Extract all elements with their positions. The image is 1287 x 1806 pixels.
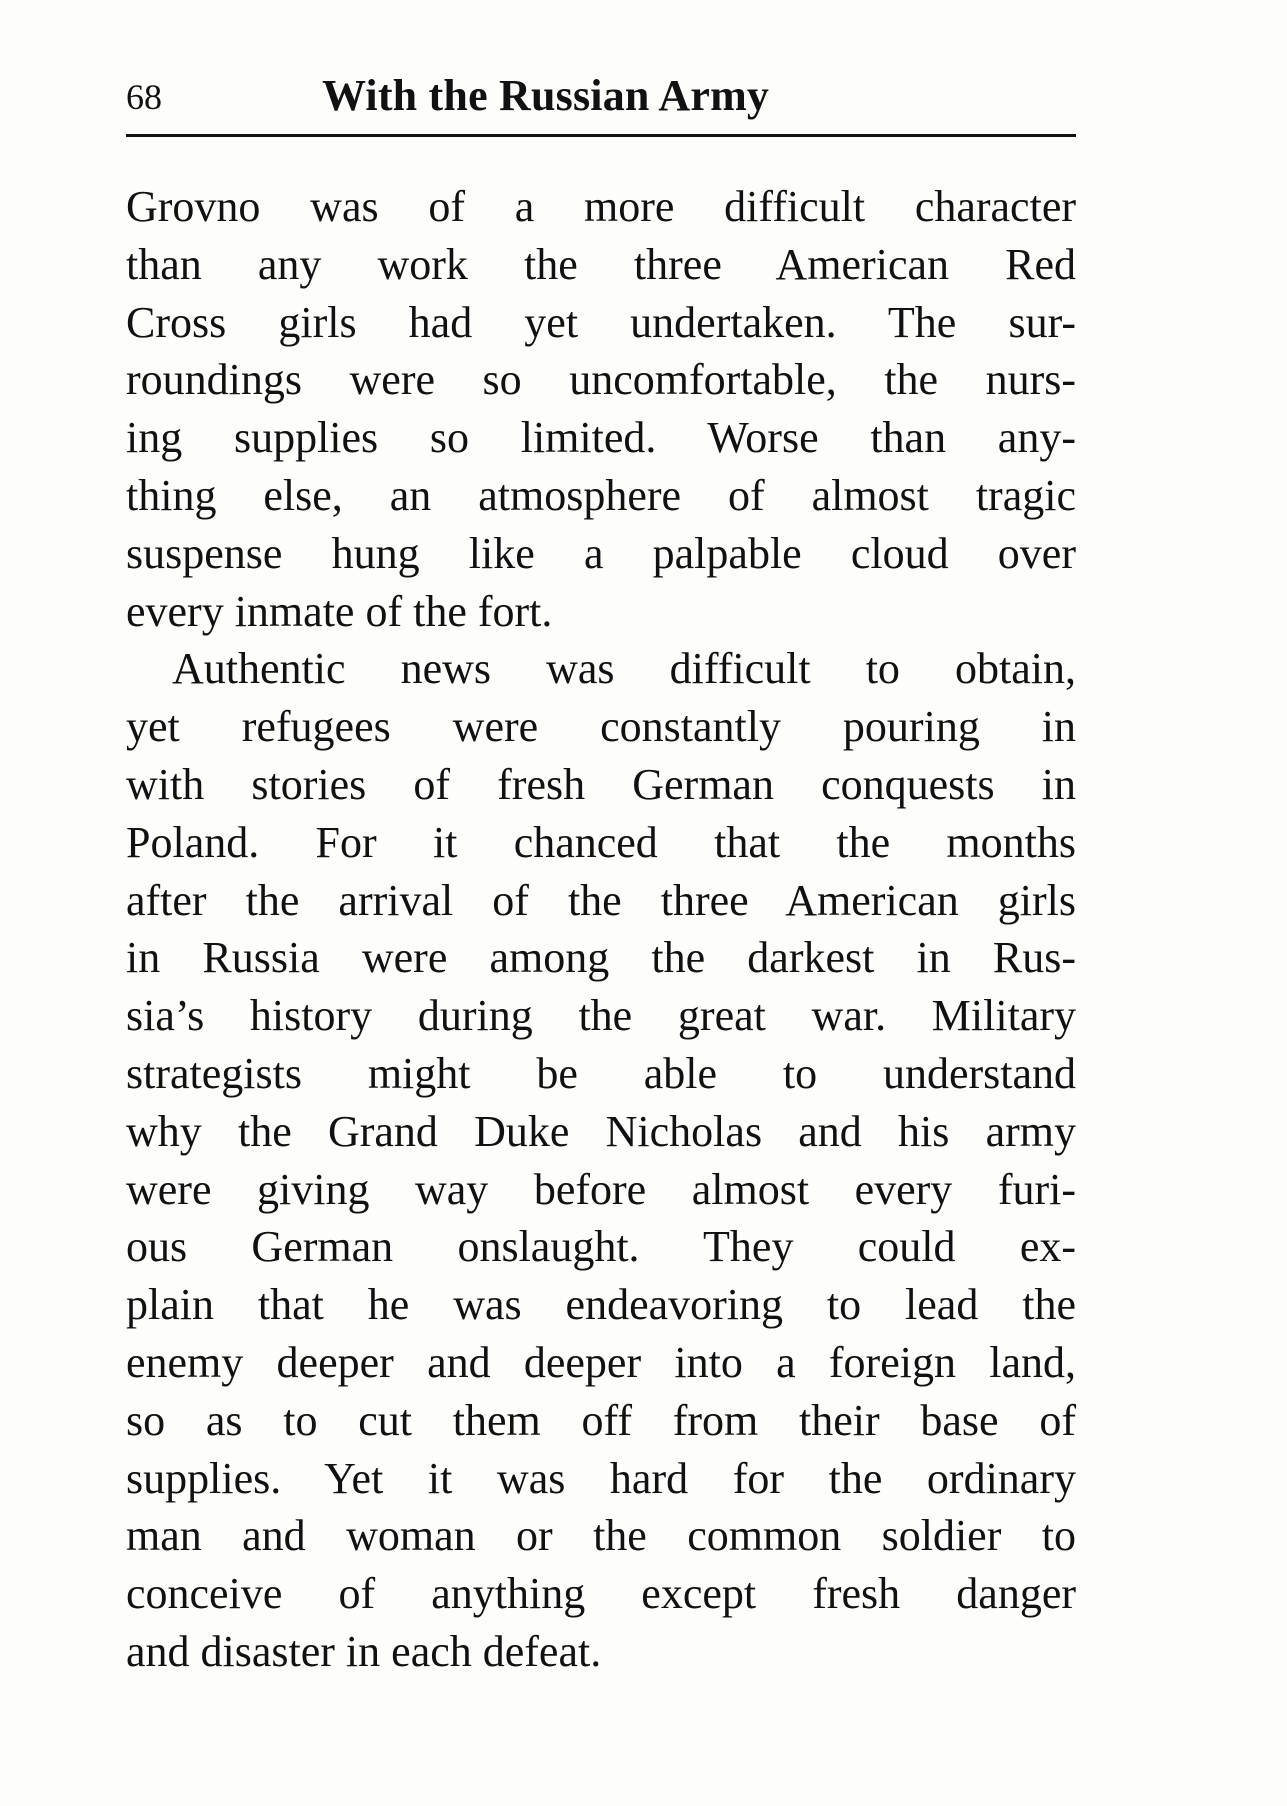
text-line: roundings were so uncomfortable, the nurs- xyxy=(126,355,1076,405)
page-header xyxy=(126,60,1076,130)
text-line: Cross girls had yet undertaken. The sur- xyxy=(126,297,1076,347)
paragraph xyxy=(126,178,1076,640)
text-line: Poland. For it chanced that the months xyxy=(126,817,1076,867)
text-line: thing else, an atmosphere of almost tragic xyxy=(126,470,1076,520)
text-line: ing supplies so limited. Worse than any- xyxy=(126,413,1076,463)
text-line: than any work the three American Red xyxy=(126,239,1076,289)
header-rule xyxy=(126,134,1076,137)
body-text xyxy=(126,178,1076,1681)
text-line: suspense hung like a palpable cloud over xyxy=(126,528,1076,578)
text-line: Grovno was of a more difficult character xyxy=(126,182,1076,231)
text-line: yet refugees were constantly pouring in xyxy=(126,702,1076,752)
paragraph xyxy=(126,640,1076,1680)
text-line: and disaster in each defeat. xyxy=(126,1626,602,1676)
book-page xyxy=(126,60,1076,1676)
text-line: with stories of fresh German conquests in xyxy=(126,759,1076,809)
text-line: were giving way before almost every furi- xyxy=(126,1164,1076,1214)
text-line: conceive of anything except fresh danger xyxy=(126,1569,1076,1619)
text-line: man and woman or the common soldier to xyxy=(126,1511,1076,1561)
running-title: With the Russian Army xyxy=(322,71,770,120)
text-line: sia’s history during the great war. Military xyxy=(126,991,1076,1041)
text-line: ous German onslaught. They could ex- xyxy=(126,1222,1076,1272)
text-line: why the Grand Duke Nicholas and his army xyxy=(126,1106,1076,1156)
text-line: strategists might be able to understand xyxy=(126,1048,1076,1098)
text-line: Authentic news was difficult to obtain, xyxy=(172,644,1076,694)
text-line: plain that he was endeavoring to lead the xyxy=(126,1280,1076,1330)
page-number: 68 xyxy=(126,77,162,117)
text-line: so as to cut them off from their base of xyxy=(126,1395,1076,1445)
text-line: after the arrival of the three American girls xyxy=(126,875,1076,925)
text-line: supplies. Yet it was hard for the ordinary xyxy=(126,1453,1076,1503)
text-line: every inmate of the fort. xyxy=(126,586,553,636)
text-line: in Russia were among the darkest in Rus- xyxy=(126,933,1076,983)
text-line: enemy deeper and deeper into a foreign land, xyxy=(126,1337,1076,1387)
